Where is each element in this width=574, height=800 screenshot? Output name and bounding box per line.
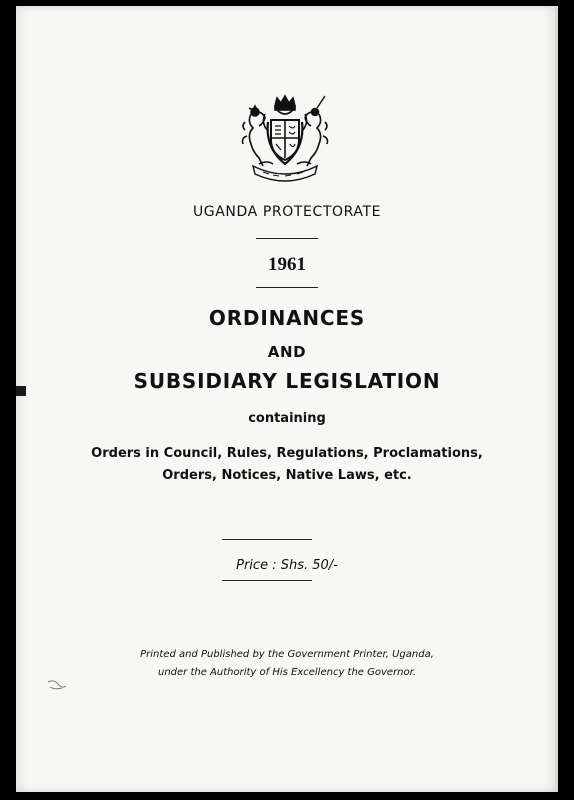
year-heading: 1961 <box>268 254 306 275</box>
title-subsidiary-legislation: SUBSIDIARY LEGISLATION <box>133 369 441 393</box>
document-page <box>16 6 558 792</box>
rule-above-price <box>222 539 312 540</box>
imprint-line-1: Printed and Published by the Government Printer, Uganda, <box>140 649 434 660</box>
rule-above-year <box>256 238 318 239</box>
contents-line-1: Orders in Council, Rules, Regulations, Proclamations, <box>91 446 483 461</box>
rule-below-price <box>222 580 312 581</box>
royal-coat-of-arms-icon <box>235 92 335 182</box>
contents-line-2: Orders, Notices, Native Laws, etc. <box>162 468 412 483</box>
rule-below-year <box>256 287 318 288</box>
ink-smudge-mark <box>46 678 68 692</box>
containing-label: containing <box>248 411 326 426</box>
title-ordinances: ORDINANCES <box>208 306 366 330</box>
protectorate-heading: UGANDA PROTECTORATE <box>192 204 382 220</box>
title-and: AND <box>267 343 307 361</box>
price-text: Price : Shs. 50/- <box>236 558 338 573</box>
imprint-line-2: under the Authority of His Excellency the Governor. <box>157 667 417 678</box>
